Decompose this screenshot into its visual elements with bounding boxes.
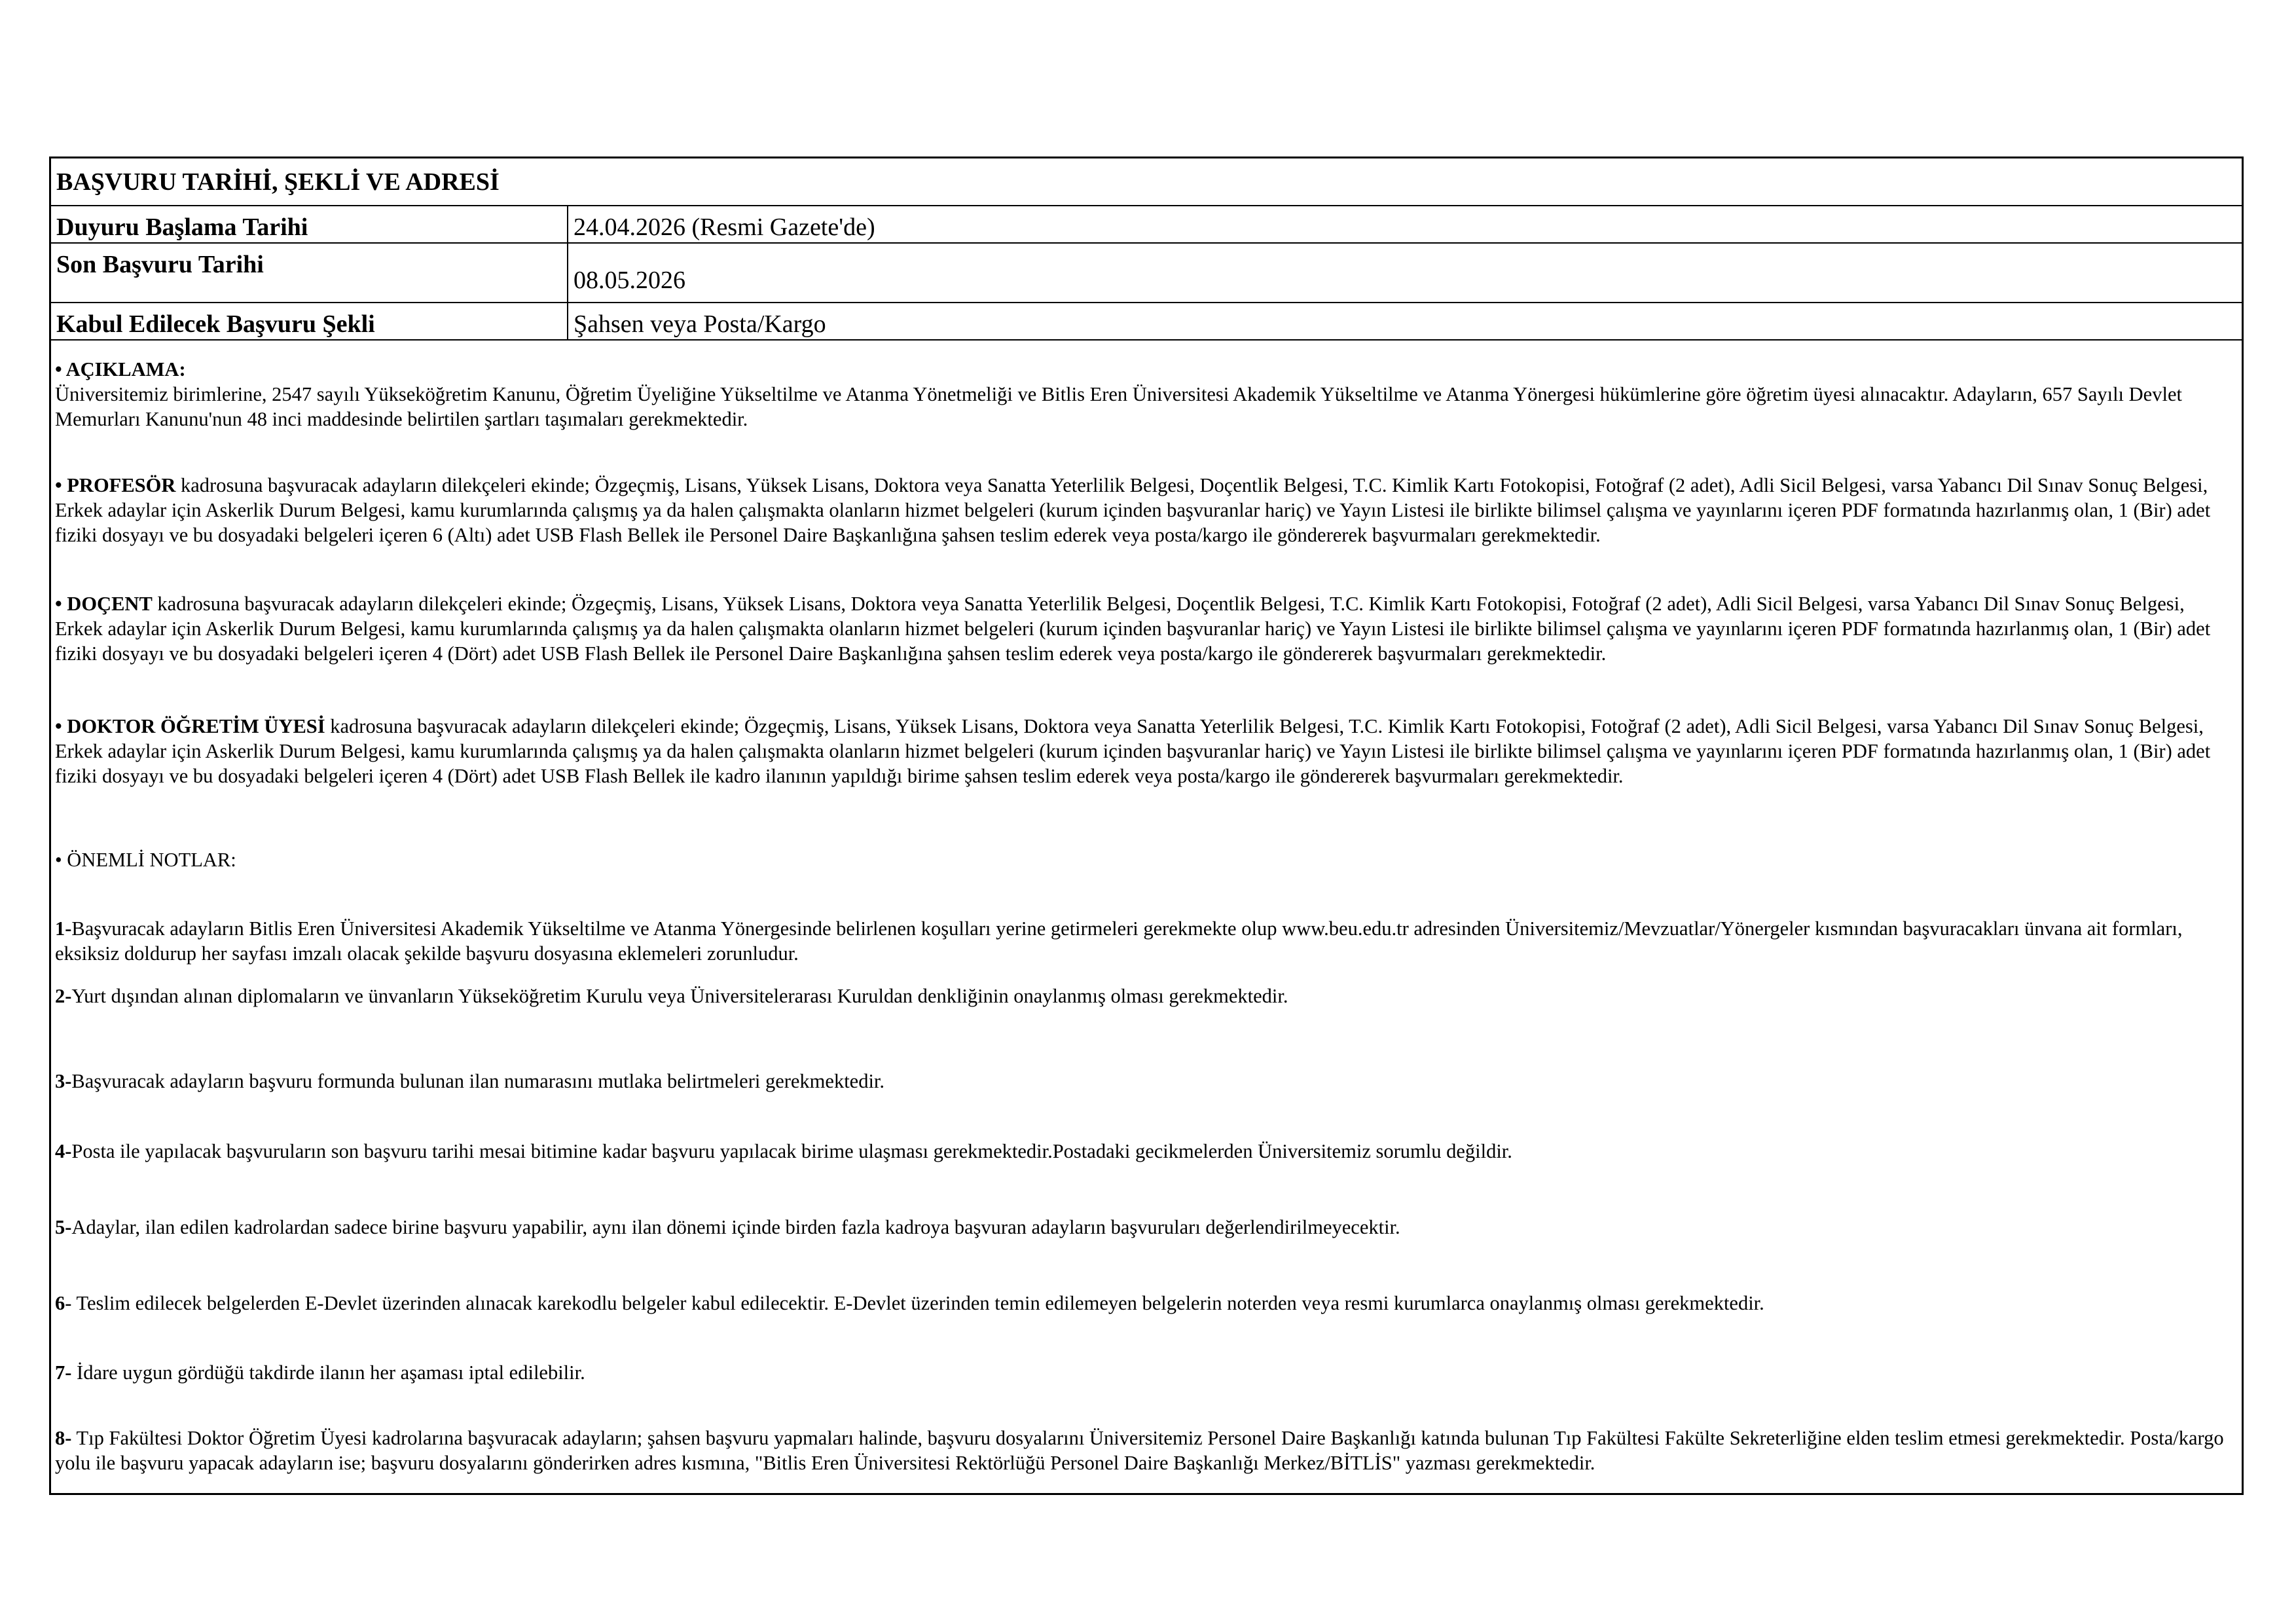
note-text: Tıp Fakültesi Doktor Öğretim Üyesi kadrolarına başvuracak adayların; şahsen başvuru yapmaları halinde, başvuru dosyalarını Üniversitemiz Personel Daire Başkanlığı katında bulunan Tıp Fakültesi Fakülte Sekreterliğine elden teslim etmesi gerekmektedir. Posta/kargo yolu ile başvuru yapacak adayların ise; başvuru dosyalarını gönderirken adres kısmına, "Bitlis Eren Üniversitesi Rektörlüğü Personel Daire Başkanlığı Merkez/BİTLİS" yazması gerekmektedir. bbox=[55, 1427, 2224, 1474]
note-number: 3- bbox=[55, 1070, 72, 1092]
note-item bbox=[55, 984, 2236, 1008]
dr-ogretim-uyesi-paragraph bbox=[55, 714, 2236, 788]
aciklama-text: Üniversitemiz birimlerine, 2547 sayılı Yükseköğretim Kanunu, Öğretim Üyeliğine Yükseltilme ve Atanma Yönetmeliği ve Bitlis Eren Üniversitesi Akademik Yükseltilme ve Atanma Yönergesi hükümlerine göre öğretim üyesi alınacaktır. Adayların, 657 Sayılı Devlet Memurları Kanunu'nun 48 inci maddesinde belirtilen şartları taşımaları gerekmektedir. bbox=[55, 383, 2182, 430]
field-value: Şahsen veya Posta/Kargo bbox=[574, 310, 826, 338]
application-info-table bbox=[49, 157, 2244, 1495]
note-number: 7- bbox=[55, 1361, 72, 1384]
kadro-title: • DOKTOR ÖĞRETİM ÜYESİ bbox=[55, 715, 325, 737]
field-label-cell bbox=[51, 244, 568, 302]
note-text: Adaylar, ilan edilen kadrolardan sadece birine başvuru yapabilir, aynı ilan dönemi içinde birden fazla kadroya başvuran adayların başvuruları değerlendirilmeyecektir. bbox=[71, 1216, 1400, 1238]
note-text: İdare uygun gördüğü takdirde ilanın her aşaması iptal edilebilir. bbox=[71, 1361, 585, 1384]
field-label: Son Başvuru Tarihi bbox=[56, 251, 264, 278]
onemli-notlar-heading: • ÖNEMLİ NOTLAR: bbox=[55, 849, 236, 871]
note-number: 2- bbox=[55, 985, 72, 1007]
table-title: BAŞVURU TARİHİ, ŞEKLİ VE ADRESİ bbox=[56, 168, 500, 196]
note-item bbox=[55, 1215, 2236, 1240]
field-value: 08.05.2026 bbox=[574, 267, 685, 294]
note-number: 8- bbox=[55, 1427, 72, 1449]
table-header-row bbox=[51, 158, 2242, 206]
note-item bbox=[55, 1291, 2236, 1316]
kadro-text: kadrosuna başvuracak adayların dilekçeleri ekinde; Özgeçmiş, Lisans, Yüksek Lisans, Doktora veya Sanatta Yeterlilik Belgesi, Doçentlik Belgesi, T.C. Kimlik Kartı Fotokopisi, Fotoğraf (2 adet), Adli Sicil Belgesi, varsa Yabancı Dil Sınav Sonuç Belgesi, Erkek adaylar için Askerlik Durum Belgesi, kamu kurumlarında çalışmış ya da halen çalışmakta olanların hizmet belgeleri (kurum içinden başvuranlar hariç) ve Yayın Listesi ile birlikte bilimsel çalışma ve yayınlarını içeren PDF formatında hazırlanmış olan, 1 (Bir) adet fiziki dosyayı ve bu dosyadaki belgeleri içeren 4 (Dört) adet USB Flash Bellek ile Personel Daire Başkanlığına şahsen teslim ederek veya posta/kargo ile göndererek başvurmaları gerekmektedir. bbox=[55, 593, 2211, 665]
kadro-title: • PROFESÖR bbox=[55, 474, 176, 496]
field-label-cell bbox=[51, 303, 568, 339]
aciklama-section bbox=[55, 357, 2236, 432]
kadro-text: kadrosuna başvuracak adayların dilekçeleri ekinde; Özgeçmiş, Lisans, Yüksek Lisans, Doktora veya Sanatta Yeterlilik Belgesi, Doçentlik Belgesi, T.C. Kimlik Kartı Fotokopisi, Fotoğraf (2 adet), Adli Sicil Belgesi, varsa Yabancı Dil Sınav Sonuç Belgesi, Erkek adaylar için Askerlik Durum Belgesi, kamu kurumlarında çalışmış ya da halen çalışmakta olanların hizmet belgeleri (kurum içinden başvuranlar hariç) ve Yayın Listesi ile birlikte bilimsel çalışma ve yayınlarını içeren PDF formatında hazırlanmış olan, 1 (Bir) adet fiziki dosyayı ve bu dosyadaki belgeleri içeren 6 (Altı) adet USB Flash Bellek ile Personel Daire Başkanlığına şahsen teslim ederek veya posta/kargo ile göndererek başvurmaları gerekmektedir. bbox=[55, 474, 2211, 546]
profesor-paragraph bbox=[55, 473, 2236, 547]
field-label: Duyuru Başlama Tarihi bbox=[56, 213, 308, 241]
field-value: 24.04.2026 (Resmi Gazete'de) bbox=[574, 213, 875, 241]
docent-paragraph bbox=[55, 591, 2236, 666]
note-number: 6 bbox=[55, 1292, 65, 1314]
note-item bbox=[55, 1426, 2236, 1475]
field-label-cell bbox=[51, 206, 568, 242]
field-value-cell bbox=[568, 244, 2242, 302]
note-text: Başvuracak adayların başvuru formunda bulunan ilan numarasını mutlaka belirtmeleri gerekmektedir. bbox=[71, 1070, 885, 1092]
note-item bbox=[55, 1139, 2236, 1164]
table-row bbox=[51, 206, 2242, 244]
kadro-title: • DOÇENT bbox=[55, 593, 153, 615]
field-value-cell bbox=[568, 303, 2242, 339]
note-text: Yurt dışından alınan diplomaların ve ünvanların Yükseköğretim Kurulu veya Üniversitelerarası Kuruldan denkliğinin onaylanmış olması gerekmektedir. bbox=[71, 985, 1288, 1007]
note-text: - Teslim edilecek belgelerden E-Devlet üzerinden alınacak karekodlu belgeler kabul edilecektir. E-Devlet üzerinden temin edilemeyen belgelerin noterden veya resmi kurumlarca onaylanmış olması gerekmektedir. bbox=[65, 1292, 1764, 1314]
note-item bbox=[55, 1069, 2236, 1094]
note-number: 4- bbox=[55, 1140, 72, 1162]
note-item bbox=[55, 1360, 2236, 1385]
note-number: 5- bbox=[55, 1216, 72, 1238]
note-number: 1- bbox=[55, 917, 72, 940]
field-label: Kabul Edilecek Başvuru Şekli bbox=[56, 310, 375, 338]
table-row bbox=[51, 303, 2242, 341]
table-row bbox=[51, 244, 2242, 303]
field-value-cell bbox=[568, 206, 2242, 242]
note-text: Posta ile yapılacak başvuruların son başvuru tarihi mesai bitimine kadar başvuru yapılacak birime ulaşması gerekmektedir.Postadaki gecikmelerden Üniversitemiz sorumlu değildir. bbox=[71, 1140, 1512, 1162]
kadro-text: kadrosuna başvuracak adayların dilekçeleri ekinde; Özgeçmiş, Lisans, Yüksek Lisans, Doktora veya Sanatta Yeterlilik Belgesi, T.C. Kimlik Kartı Fotokopisi, Fotoğraf (2 adet), Adli Sicil Belgesi, varsa Yabancı Dil Sınav Sonuç Belgesi, Erkek adaylar için Askerlik Durum Belgesi, kamu kurumlarında çalışmış ya da halen çalışmakta olanların hizmet belgeleri (kurum içinden başvuranlar hariç) ve Yayın Listesi ile birlikte bilimsel çalışma ve yayınlarını içeren PDF formatında hazırlanmış olan, 1 (Bir) adet fiziki dosyayı ve bu dosyadaki belgeleri içeren 4 (Dört) adet USB Flash Bellek ile kadro ilanının yapıldığı birime şahsen teslim ederek veya posta/kargo ile göndererek başvurmaları gerekmektedir. bbox=[55, 715, 2211, 787]
note-text: Başvuracak adayların Bitlis Eren Üniversitesi Akademik Yükseltilme ve Atanma Yönergesinde belirlenen koşulları yerine getirmeleri gerekmekte olup www.beu.edu.tr adresinden Üniversitemiz/Mevzuatlar/Yönergeler kısmından başvuracakları ünvana ait formları, eksiksiz doldurup her sayfası imzalı olacak şekilde başvuru dosyasına eklemeleri zorunludur. bbox=[55, 917, 2183, 965]
note-item bbox=[55, 916, 2236, 966]
aciklama-heading: • AÇIKLAMA: bbox=[55, 358, 186, 380]
